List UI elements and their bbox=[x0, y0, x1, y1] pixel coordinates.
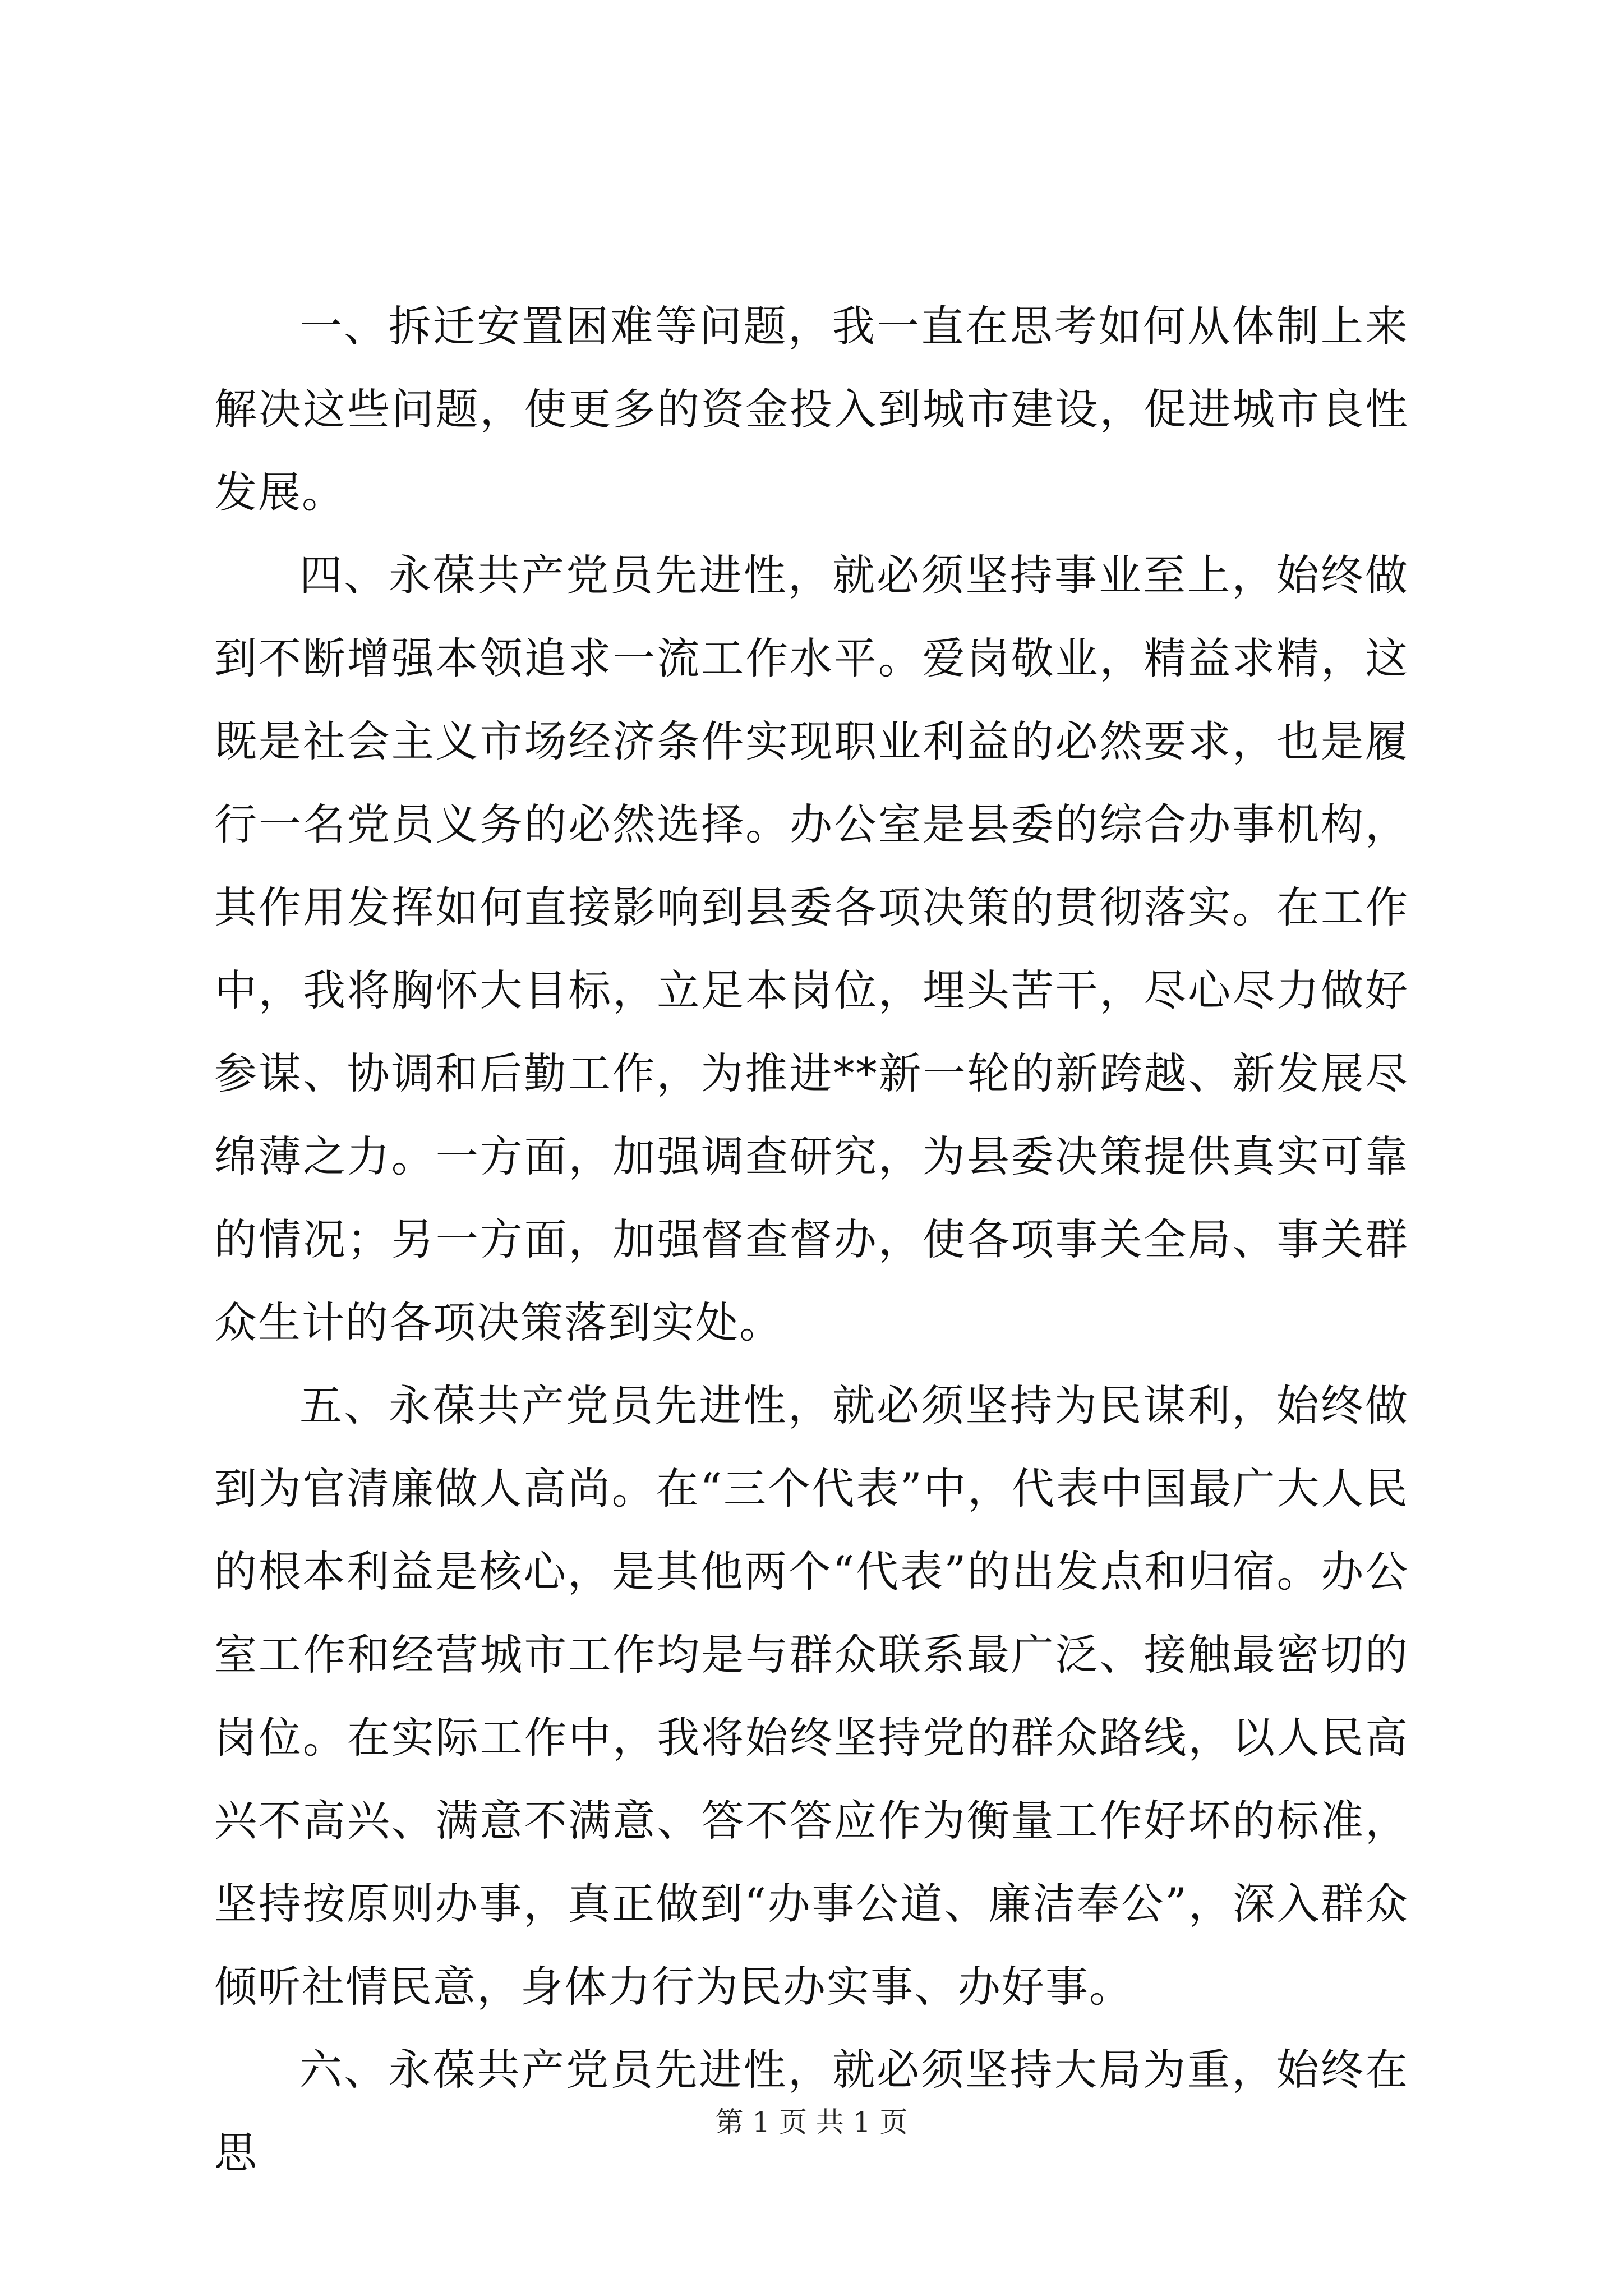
paragraph-2: 四、永葆共产党员先进性，就必须坚持事业至上，始终做到不断增强本领追求一流工作水平。爱岗敬业，精益求精，这既是社会主义市场经济条件实现职业利益的必然要求，也是履行一名党员义务的必然选择。办公室是县委的综合办事机构，其作用发挥如何直接影响到县委各项决策的贯彻落实。在工作中，我将胸怀大目标，立足本岗位，埋头苦干，尽心尽力做好参谋、协调和后勤工作，为推进**新一轮的新跨越、新发展尽绵薄之力。一方面，加强调查研究，为县委决策提供真实可靠的情况；另一方面，加强督查督办，使各项事关全局、事关群众生计的各项决策落到实处。 bbox=[214, 550, 1409, 1347]
document-body bbox=[214, 285, 1409, 2194]
paragraph-1: 一、拆迁安置困难等问题，我一直在思考如何从体制上来解决这些问题，使更多的资金投入到城市建设，促进城市良性发展。 bbox=[214, 301, 1409, 517]
paragraph-3: 五、永葆共产党员先进性，就必须坚持为民谋利，始终做到为官清廉做人高尚。在“三个代表”中，代表中国最广大人民的根本利益是核心，是其他两个“代表”的出发点和归宿。办公室工作和经营城市工作均是与群众联系最广泛、接触最密切的岗位。在实际工作中，我将始终坚持党的群众路线，以人民高兴不高兴、满意不满意、答不答应作为衡量工作好坏的标准，坚持按原则办事，真正做到“办事公道、廉洁奉公”，深入群众倾听社情民意，身体力行为民办实事、办好事。 bbox=[214, 1381, 1409, 2012]
page-number-footer: 第 1 页 共 1 页 bbox=[715, 2106, 908, 2138]
paragraph-4: 六、永葆共产党员先进性，就必须坚持大局为重，始终在思 bbox=[214, 2045, 1409, 2178]
